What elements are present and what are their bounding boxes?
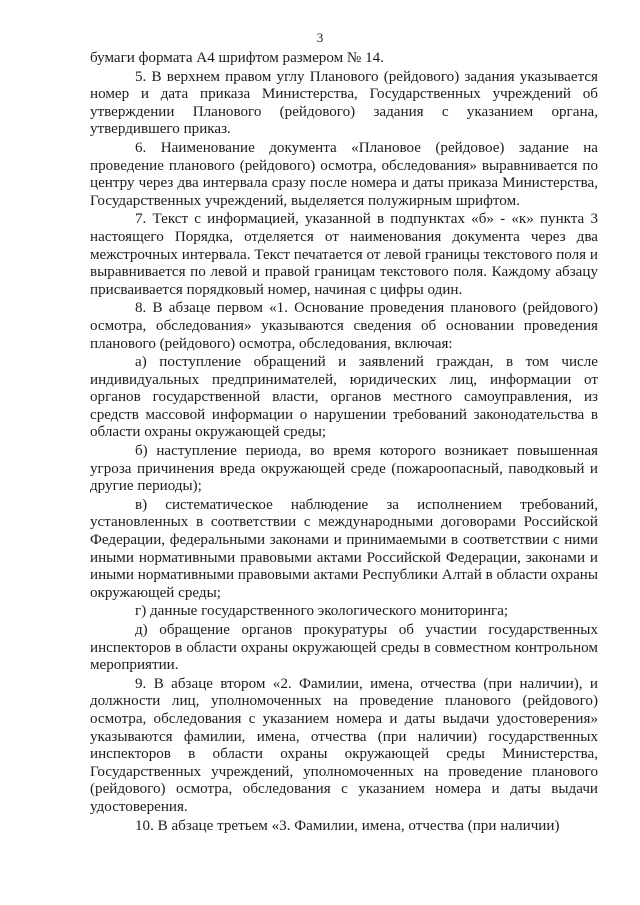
document-body	[90, 50, 598, 836]
subparagraph-a: а) поступление обращений и заявлений граждан, в том числе индивидуальных предпринимателей, юридических лиц, информации от органов государственной власти, органов местного самоуправления, из средств массовой информации о нарушении требований законодательства в области охраны окружающей среды;	[90, 354, 598, 441]
subparagraph-b: б) наступление периода, во время которого возникает повышенная угроза причинения вреда окружающей среде (пожароопасный, паводковый и другие периоды);	[90, 443, 598, 495]
subparagraph-g: г) данные государственного экологического мониторинга;	[135, 603, 509, 620]
paragraph-item-9: 9. В абзаце втором «2. Фамилии, имена, отчества (при наличии), и должности лиц, уполномоченных на проведение планового (рейдового) осмотра, обследования с указанием номера и даты выдачи удостоверения» указываются фамилии, имена, отчества (при наличии) государственных инспекторов в области охраны окружающей среды Министерства, Государственных учреждений, уполномоченных на проведение планового (рейдового) осмотра, обследования с указанием номера и даты выдачи удостоверения.	[90, 675, 598, 815]
paragraph-item-7: 7. Текст с информацией, указанной в подпунктах «б» - «к» пункта 3 настоящего Порядка, отделяется от наименования документа через два межстрочных интервала. Текст печатается от левой границы текстового поля и выравнивается по левой и правой границам текстового поля. Каждому абзацу присваивается порядковый номер, начиная с цифры один.	[90, 211, 598, 298]
paragraph-item-10: 10. В абзаце третьем «3. Фамилии, имена, отчества (при наличии)	[135, 817, 560, 834]
paragraph-item-6: 6. Наименование документа «Плановое (рейдовое) задание на проведение планового (рейдового) осмотра, обследования» выравнивается по центру через два интервала сразу после номера и даты приказа Министерства, Государственных учреждений, выделяется полужирным шрифтом.	[90, 139, 598, 209]
subparagraph-v: в) систематическое наблюдение за исполнением требований, установленных в соответствии с международными договорами Российской Федерации, федеральными законами и принимаемыми в соответствии с ними иными нормативными правовыми актами Российской Федерации, законами и иными нормативными правовыми актами Республики Алтай в области охраны окружающей среды;	[90, 496, 598, 601]
subparagraph-d: д) обращение органов прокуратуры об участии государственных инспекторов в области охраны окружающей среды в совместном контрольном мероприятии.	[90, 622, 598, 674]
paragraph-item-5: 5. В верхнем правом углу Планового (рейдового) задания указывается номер и дата приказа Министерства, Государственных учреждений об утверждении Планового (рейдового) задания с указанием органа, утвердившего приказ.	[90, 68, 598, 138]
paragraph-item-8: 8. В абзаце первом «1. Основание проведения планового (рейдового) осмотра, обследования» указываются сведения об основании проведения планового (рейдового) осмотра, обследования, включая:	[90, 300, 598, 352]
paragraph-continuation: бумаги формата А4 шрифтом размером № 14.	[90, 50, 384, 66]
page-number: 3	[316, 30, 324, 45]
